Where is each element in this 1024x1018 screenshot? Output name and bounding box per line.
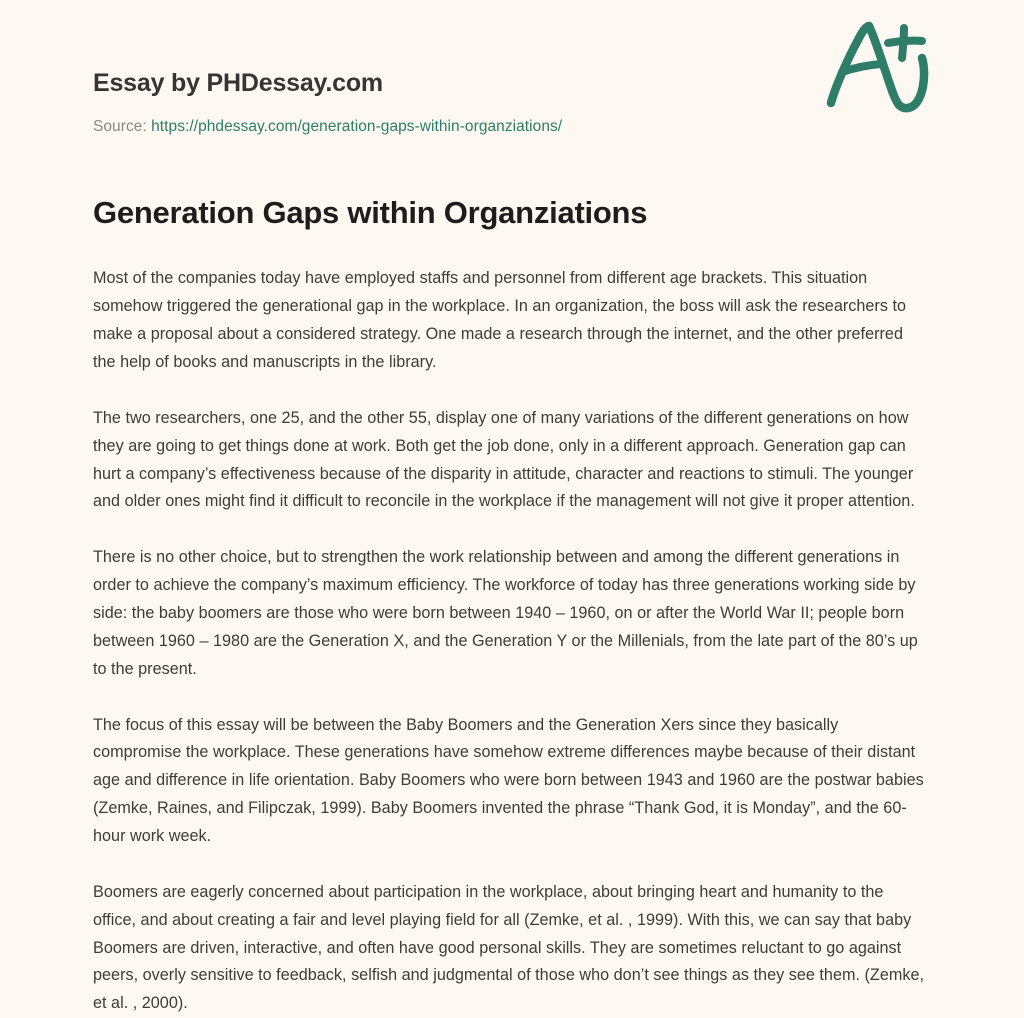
article-paragraph: The focus of this essay will be between the Baby Boomers and the Generation Xers since they basically compromise the workplace. These generations have somehow extreme differences maybe because of their distant age and difference in life orientation. Baby Boomers who were born between 1943 and 1960 are the postwar babies (Zemke, Raines, and Filipczak, 1999). Baby Boomers invented the phrase “Thank God, it is Monday”, and the 60-hour work week. [93, 715, 924, 846]
page-header [93, 0, 931, 138]
brand-title: Essay by PHDessay.com [93, 69, 383, 97]
article-paragraph: Boomers are eagerly concerned about participation in the workplace, about bringing heart and humanity to the office, and about creating a fair and level playing field for all (Zemke, et al. , 1999). With this, we can say that baby Boomers are driven, interactive, and often have good personal skills. They are sometimes reluctant to go against peers, overly sensitive to feedback, selfish and judgmental of those who don’t see things as they see them. (Zemke, et al. , 2000). [93, 882, 925, 1013]
article-body [93, 232, 926, 1018]
page-title: Generation Gaps within Organziations [93, 194, 648, 230]
source-label: Source: [93, 118, 147, 135]
article-paragraph: The two researchers, one 25, and the other 55, display one of many variations of the different generations on how they are going to get things done at work. Both get the job done, only in a different approach. Generation gap can hurt a company’s effectiveness because of the disparity in attitude, character and reactions to stimuli. The younger and older ones might find it difficult to reconcile in the workplace if the management will not give it proper attention. [93, 408, 915, 511]
source-url-link[interactable]: https://phdessay.com/generation-gaps-within-organziations/ [151, 118, 563, 135]
source-line [93, 116, 931, 138]
a-plus-logo-icon [821, 10, 939, 114]
article-paragraph: There is no other choice, but to strengthen the work relationship between and among the different generations in order to achieve the company’s maximum efficiency. The workforce of today has three generations working side by side: the baby boomers are those who were born between 1940 – 1960, on or after the World War II; people born between 1960 – 1980 are the Generation X, and the Generation Y or the Millenials, from the late part of the 80’s up to the present. [93, 548, 918, 678]
article-paragraph: Most of the companies today have employed staffs and personnel from different age brackets. This situation somehow triggered the generational gap in the workplace. In an organization, the boss will ask the researchers to make a proposal about a considered strategy. One made a research through the internet, and the other preferred the help of books and manuscripts in the library. [93, 269, 907, 372]
